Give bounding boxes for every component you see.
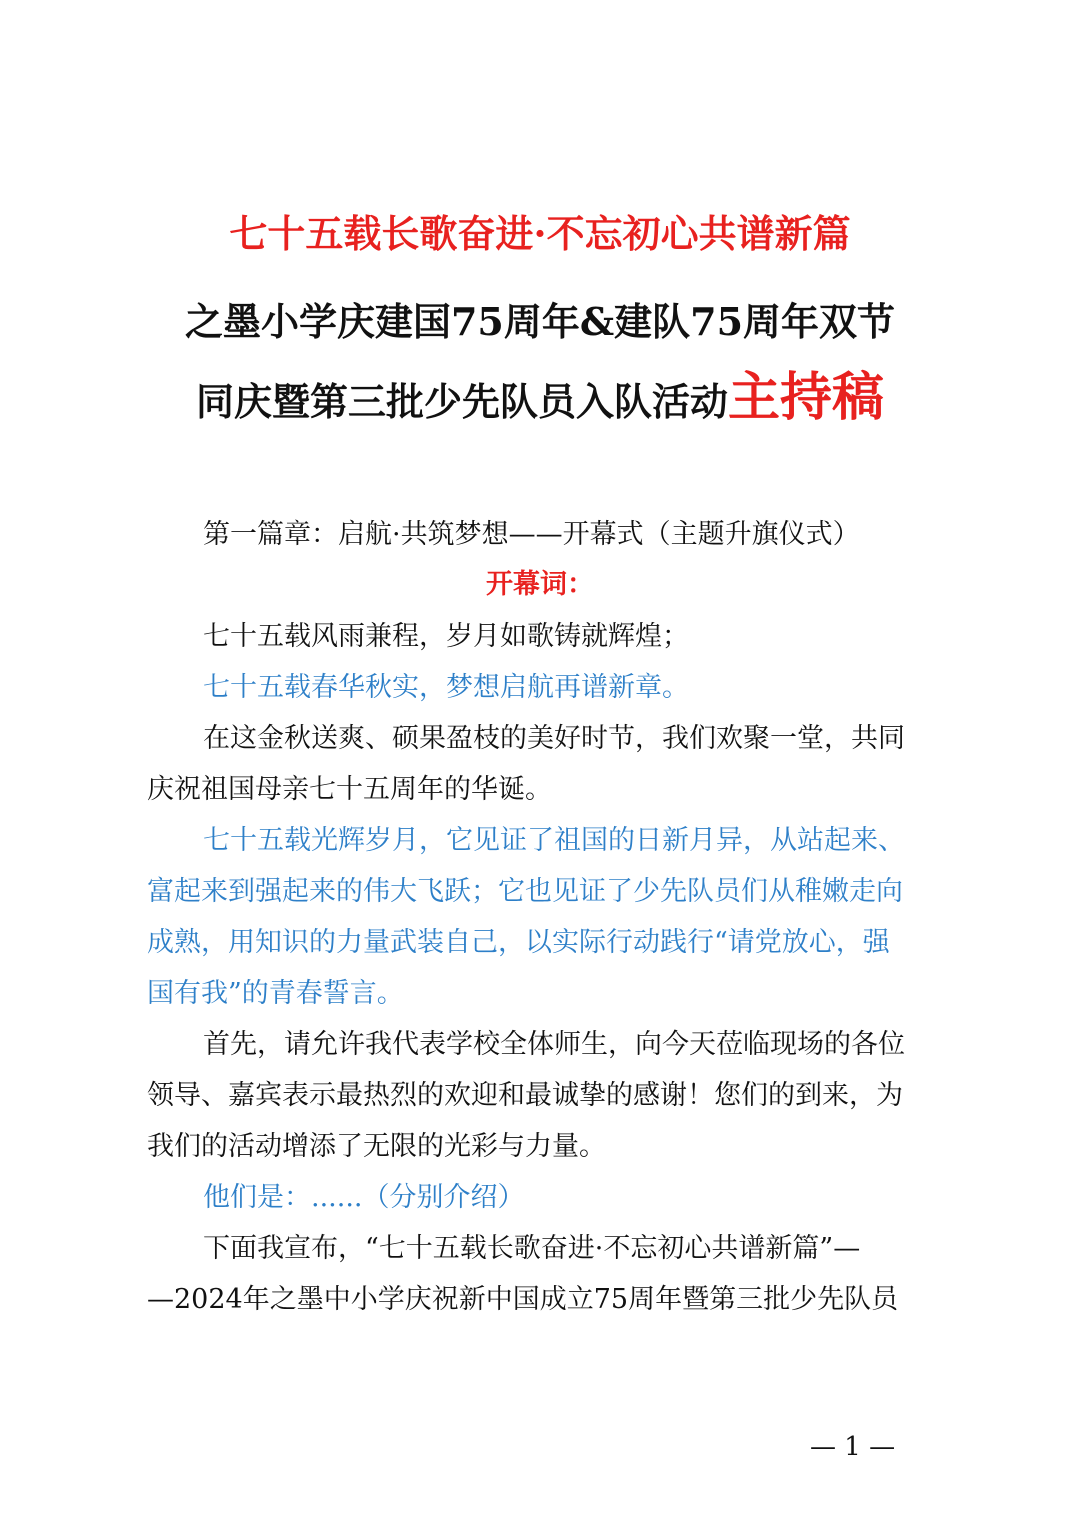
page-number: — 1 —	[810, 1432, 896, 1462]
title-line-3-text: 同庆暨第三批少先队员入队活动	[195, 379, 728, 424]
paragraph-1: 七十五载风雨兼程，岁月如歌铸就辉煌；	[203, 621, 689, 652]
title-line-1: 七十五载长歌奋进·不忘初心共谱新篇	[229, 211, 851, 256]
paragraph-6: 他们是：......（分别介绍）	[203, 1182, 525, 1213]
title-line-3	[0, 367, 1080, 428]
paragraph-5-line-3: 我们的活动增添了无限的光彩与力量。	[147, 1131, 606, 1162]
paragraph-4-line-1: 七十五载光辉岁月，它见证了祖国的日新月异，从站起来、	[203, 825, 905, 856]
section-heading: 开幕词：	[486, 569, 594, 600]
title-line-2: 之墨小学庆建国75周年&建队75周年双节	[184, 299, 896, 344]
paragraph-5-line-1: 首先，请允许我代表学校全体师生，向今天莅临现场的各位	[203, 1029, 905, 1060]
paragraph-3-line-2: 庆祝祖国母亲七十五周年的华诞。	[147, 774, 552, 805]
paragraph-7-line-2: —2024年之墨中小学庆祝新中国成立75周年暨第三批少先队员	[147, 1284, 899, 1315]
paragraph-4-line-2: 富起来到强起来的伟大飞跃；它也见证了少先队员们从稚嫩走向	[147, 876, 903, 907]
paragraph-5-line-2: 领导、嘉宾表示最热烈的欢迎和最诚挚的感谢！您们的到来，为	[147, 1080, 903, 1111]
paragraph-4-line-3: 成熟，用知识的力量武装自己，以实际行动践行“请党放心，强	[147, 927, 890, 958]
paragraph-7-line-1: 下面我宣布，“七十五载长歌奋进·不忘初心共谱新篇”—	[203, 1233, 861, 1264]
paragraph-4-line-4: 国有我”的青春誓言。	[147, 978, 404, 1009]
chapter-heading: 第一篇章：启航·共筑梦想——开幕式（主题升旗仪式）	[203, 519, 860, 550]
paragraph-2: 七十五载春华秋实，梦想启航再谱新章。	[203, 672, 689, 703]
paragraph-3-line-1: 在这金秋送爽、硕果盈枝的美好时节，我们欢聚一堂，共同	[203, 723, 905, 754]
title-highlight: 主持稿	[728, 367, 885, 428]
